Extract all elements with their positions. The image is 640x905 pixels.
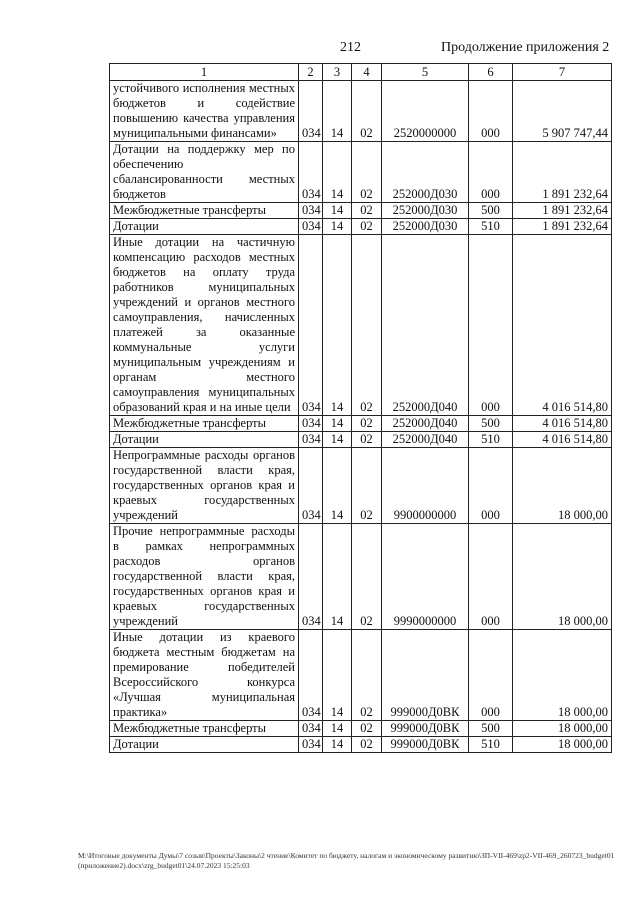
cell-target: 252000Д030	[382, 203, 469, 219]
cell-section: 14	[323, 737, 352, 753]
cell-type: 500	[469, 416, 513, 432]
table-row	[110, 219, 612, 235]
cell-section: 14	[323, 81, 352, 142]
cell-section: 14	[323, 219, 352, 235]
cell-amount: 4 016 514,80	[513, 416, 612, 432]
cell-amount: 4 016 514,80	[513, 432, 612, 448]
cell-amount: 18 000,00	[513, 721, 612, 737]
col-header-5: 5	[382, 64, 469, 81]
cell-amount: 18 000,00	[513, 448, 612, 524]
row-name: Прочие непрограммные расходы в рамках непрограммных расходов органов государственной власти края, государственных органов края и краевых государственных учреждений	[110, 524, 299, 630]
table-row	[110, 630, 612, 721]
row-name: Иные дотации из краевого бюджета местным бюджетам на премирование победителей Всероссийского конкурса «Лучшая муниципальная практика»	[110, 630, 299, 721]
cell-amount: 1 891 232,64	[513, 142, 612, 203]
cell-amount: 18 000,00	[513, 524, 612, 630]
cell-admin: 034	[299, 219, 323, 235]
cell-type: 500	[469, 721, 513, 737]
cell-section: 14	[323, 235, 352, 416]
page-number: 212	[340, 40, 361, 55]
col-header-1: 1	[110, 64, 299, 81]
cell-admin: 034	[299, 721, 323, 737]
cell-type: 000	[469, 142, 513, 203]
cell-target: 252000Д030	[382, 142, 469, 203]
cell-amount: 18 000,00	[513, 737, 612, 753]
cell-subsection: 02	[352, 432, 382, 448]
col-header-4: 4	[352, 64, 382, 81]
cell-target: 999000Д0ВК	[382, 737, 469, 753]
cell-subsection: 02	[352, 737, 382, 753]
cell-subsection: 02	[352, 630, 382, 721]
cell-type: 000	[469, 524, 513, 630]
row-name: устойчивого исполнения местных бюджетов и содействие повышению качества управления муниципальными финансами»	[110, 81, 299, 142]
file-path-footer: M:\Итоговые документы Думы\7 созыв\Проекты\Законы\2 чтение\Комитет по бюджету, налогам и экономическому развитию\ЗП-VII-469\zp2-VII-469_260723_budget01(приложение2).docx\zrg_budget01\24.07.2023 15:25:03	[78, 851, 615, 870]
cell-type: 000	[469, 235, 513, 416]
col-header-2: 2	[299, 64, 323, 81]
row-name: Непрограммные расходы органов государственной власти края, государственных органов края и краевых государственных учреждений	[110, 448, 299, 524]
row-name: Дотации	[110, 219, 299, 235]
cell-subsection: 02	[352, 448, 382, 524]
cell-admin: 034	[299, 524, 323, 630]
table-row	[110, 142, 612, 203]
cell-admin: 034	[299, 432, 323, 448]
cell-amount: 1 891 232,64	[513, 203, 612, 219]
row-name: Дотации на поддержку мер по обеспечению сбалансированности местных бюджетов	[110, 142, 299, 203]
cell-admin: 034	[299, 81, 323, 142]
cell-amount: 18 000,00	[513, 630, 612, 721]
cell-subsection: 02	[352, 203, 382, 219]
cell-target: 9990000000	[382, 524, 469, 630]
cell-section: 14	[323, 721, 352, 737]
cell-admin: 034	[299, 416, 323, 432]
cell-type: 000	[469, 81, 513, 142]
cell-type: 000	[469, 448, 513, 524]
cell-type: 000	[469, 630, 513, 721]
table-row	[110, 524, 612, 630]
cell-subsection: 02	[352, 524, 382, 630]
col-header-3: 3	[323, 64, 352, 81]
cell-amount: 4 016 514,80	[513, 235, 612, 416]
cell-admin: 034	[299, 235, 323, 416]
cell-admin: 034	[299, 737, 323, 753]
row-name: Межбюджетные трансферты	[110, 721, 299, 737]
cell-target: 2520000000	[382, 81, 469, 142]
cell-target: 9900000000	[382, 448, 469, 524]
table-row	[110, 737, 612, 753]
cell-section: 14	[323, 432, 352, 448]
continuation-label: Продолжение приложения 2	[441, 40, 610, 55]
cell-target: 252000Д040	[382, 235, 469, 416]
row-name: Межбюджетные трансферты	[110, 203, 299, 219]
cell-subsection: 02	[352, 81, 382, 142]
cell-type: 510	[469, 219, 513, 235]
cell-section: 14	[323, 524, 352, 630]
cell-subsection: 02	[352, 721, 382, 737]
cell-type: 510	[469, 737, 513, 753]
cell-amount: 1 891 232,64	[513, 219, 612, 235]
col-header-7: 7	[513, 64, 612, 81]
table-row	[110, 416, 612, 432]
table-row	[110, 448, 612, 524]
cell-section: 14	[323, 203, 352, 219]
table-row	[110, 721, 612, 737]
table-row	[110, 81, 612, 142]
row-name: Межбюджетные трансферты	[110, 416, 299, 432]
cell-target: 999000Д0ВК	[382, 721, 469, 737]
table-row	[110, 235, 612, 416]
row-name: Иные дотации на частичную компенсацию расходов местных бюджетов на оплату труда работников муниципальных учреждений и органов местного самоуправления, начисленных платежей за оказанные коммунальные услуги муниципальным учреждениям и органам местного самоуправления муниципальных образований края и на иные цели	[110, 235, 299, 416]
cell-admin: 034	[299, 448, 323, 524]
cell-amount: 5 907 747,44	[513, 81, 612, 142]
cell-subsection: 02	[352, 416, 382, 432]
cell-subsection: 02	[352, 235, 382, 416]
cell-section: 14	[323, 448, 352, 524]
header-row	[110, 64, 612, 81]
cell-admin: 034	[299, 142, 323, 203]
table-row	[110, 432, 612, 448]
cell-section: 14	[323, 416, 352, 432]
cell-target: 252000Д040	[382, 432, 469, 448]
row-name: Дотации	[110, 737, 299, 753]
cell-target: 999000Д0ВК	[382, 630, 469, 721]
cell-type: 500	[469, 203, 513, 219]
cell-section: 14	[323, 630, 352, 721]
cell-target: 252000Д040	[382, 416, 469, 432]
row-name: Дотации	[110, 432, 299, 448]
col-header-6: 6	[469, 64, 513, 81]
cell-target: 252000Д030	[382, 219, 469, 235]
cell-admin: 034	[299, 630, 323, 721]
cell-subsection: 02	[352, 219, 382, 235]
table-row	[110, 203, 612, 219]
cell-section: 14	[323, 142, 352, 203]
cell-admin: 034	[299, 203, 323, 219]
cell-subsection: 02	[352, 142, 382, 203]
cell-type: 510	[469, 432, 513, 448]
budget-table	[109, 63, 612, 753]
